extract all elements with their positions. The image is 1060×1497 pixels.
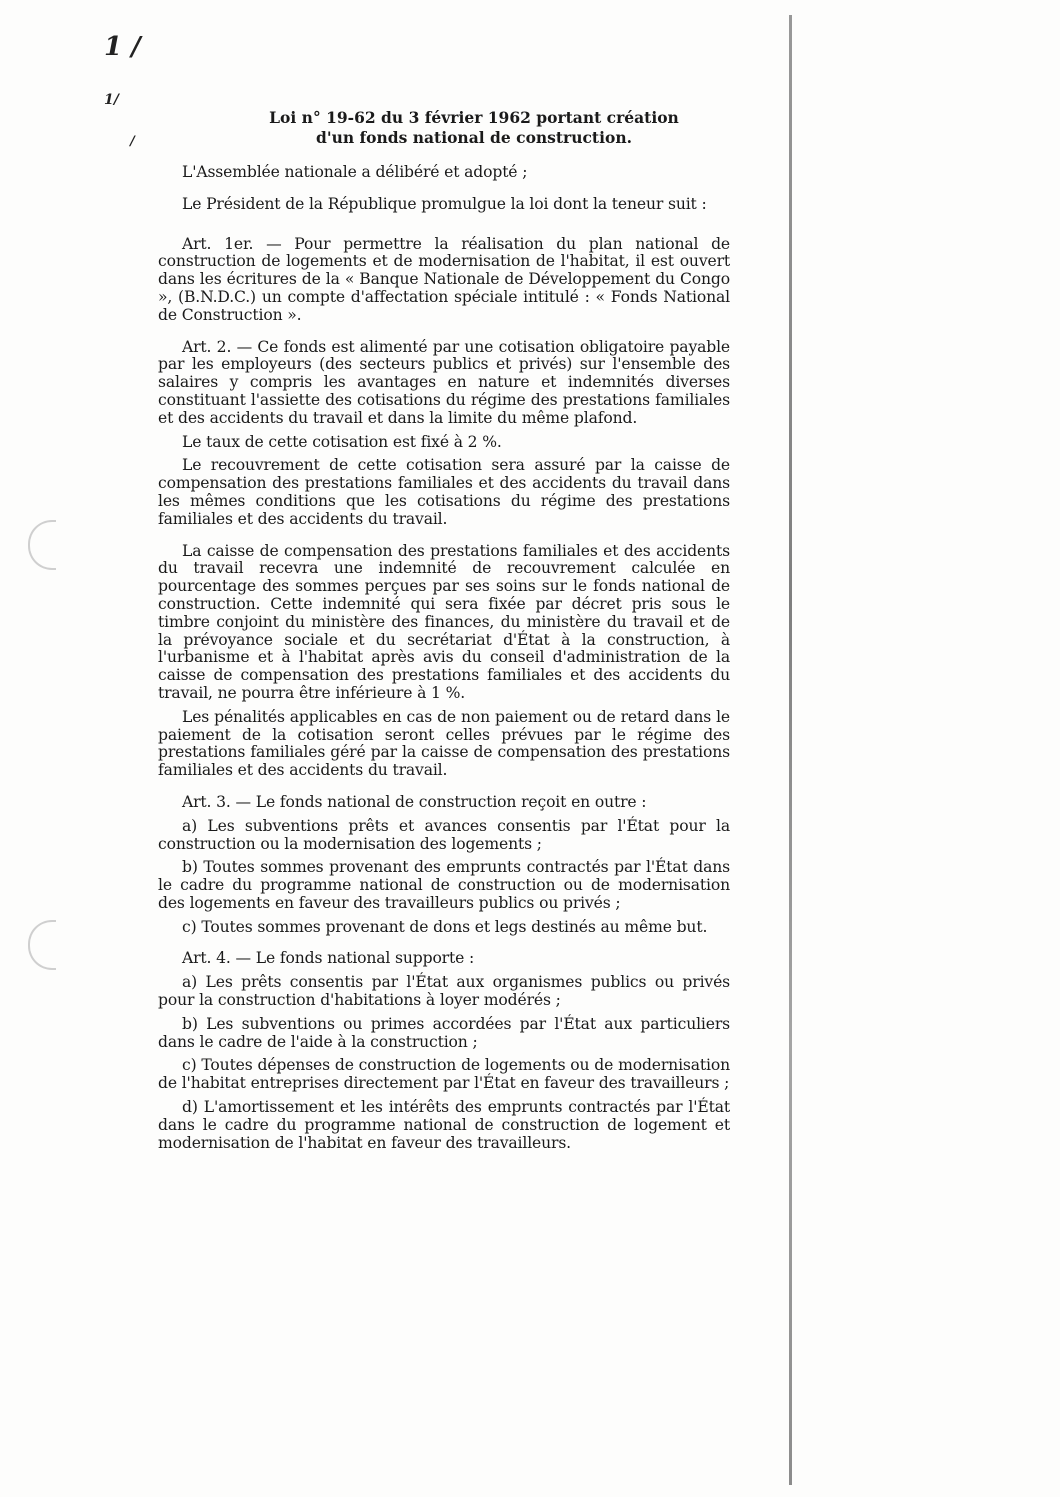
punch-hole-mark xyxy=(28,520,56,570)
article-paragraph: Le recouvrement de cette cotisation sera assuré par la caisse de compensation des prestations familiales et des accidents du travail dans les mêmes conditions que les cotisations du régime des prestations familiales et des accidents du travail. xyxy=(158,456,730,528)
punch-hole-mark xyxy=(28,920,56,970)
article-item: b) Toutes sommes provenant des emprunts contractés par l'État dans le cadre du programme national de construction ou de modernisation des logements en faveur des travailleurs publics ou privés ; xyxy=(158,858,730,912)
article-paragraph: Art. 1er. — Pour permettre la réalisation du plan national de construction de logements et de modernisation de l'habitat, il est ouvert dans les écritures de la « Banque Nationale de Développement du Congo », (B.N.D.C.) un compte d'affectation spéciale intitulé : « Fonds National de Construction ». xyxy=(158,234,730,324)
law-text xyxy=(158,108,730,1158)
article-item: d) L'amortissement et les intérêts des emprunts contractés par l'État dans le cadre du programme national de construction de logement et modernisation de l'habitat en faveur des travailleurs. xyxy=(158,1098,730,1152)
article-paragraph: La caisse de compensation des prestations familiales et des accidents du travail recevra une indemnité de recouvrement calculée en pourcentage des sommes perçues par ses soins sur le fonds national de construction. Cette indemnité qui sera fixée par décret pris sous le timbre conjoint du ministère des finances, du ministère du travail et de la prévoyance sociale et du secrétariat d'État à la construction, à l'urbanisme et à l'habitat après avis du conseil d'administration de la caisse de compensation des prestations familiales et des accidents du travail, ne pourra être inférieure à 1 %. xyxy=(158,541,730,702)
article-paragraph: Le taux de cette cotisation est fixé à 2 %. xyxy=(182,432,502,451)
handwritten-mark: 1/ xyxy=(104,92,119,108)
article-item: c) Toutes sommes provenant de dons et legs destinés au même but. xyxy=(182,917,708,936)
article-paragraph: Les pénalités applicables en cas de non paiement ou de retard dans le paiement de la cotisation seront celles prévues par le régime des prestations familiales géré par la caisse de compensation des prestations familiales et des accidents du travail. xyxy=(158,707,730,780)
title-line: d'un fonds national de construction. xyxy=(315,128,632,147)
article-item: a) Les prêts consentis par l'État aux organismes publics ou privés pour la construction d'habitations à loyer modérés ; xyxy=(158,973,730,1010)
article-paragraph: Art. 4. — Le fonds national supporte : xyxy=(182,949,475,968)
preamble-paragraph: L'Assemblée nationale a délibéré et adopté ; xyxy=(182,163,528,181)
article-paragraph: Art. 3. — Le fonds national de construction reçoit en outre : xyxy=(182,792,647,811)
title-line: Loi n° 19-62 du 3 février 1962 portant création xyxy=(269,108,679,127)
article-paragraph: Art. 2. — Ce fonds est alimenté par une cotisation obligatoire payable par les employeurs (des secteurs publics et privés) sur l'ensemble des salaires y compris les avantages en nature et indemnités diverses constituant l'assiette des cotisations du régime des prestations familiales et des accidents du travail et dans la limite du même plafond. xyxy=(158,337,730,427)
page-title xyxy=(158,108,730,148)
handwritten-mark: 1 / xyxy=(104,32,141,62)
article-item: c) Toutes dépenses de construction de logements ou de modernisation de l'habitat entreprises directement par l'État en faveur des travailleurs ; xyxy=(158,1056,730,1093)
handwritten-mark: / xyxy=(130,134,135,149)
article-item: b) Les subventions ou primes accordées par l'État aux particuliers dans le cadre de l'aide à la construction ; xyxy=(158,1014,730,1051)
margin-rule xyxy=(789,15,792,1485)
preamble-paragraph: Le Président de la République promulgue la loi dont la teneur suit : xyxy=(182,194,707,213)
article-item: a) Les subventions prêts et avances consentis par l'État pour la construction ou la modernisation des logements ; xyxy=(158,816,730,853)
